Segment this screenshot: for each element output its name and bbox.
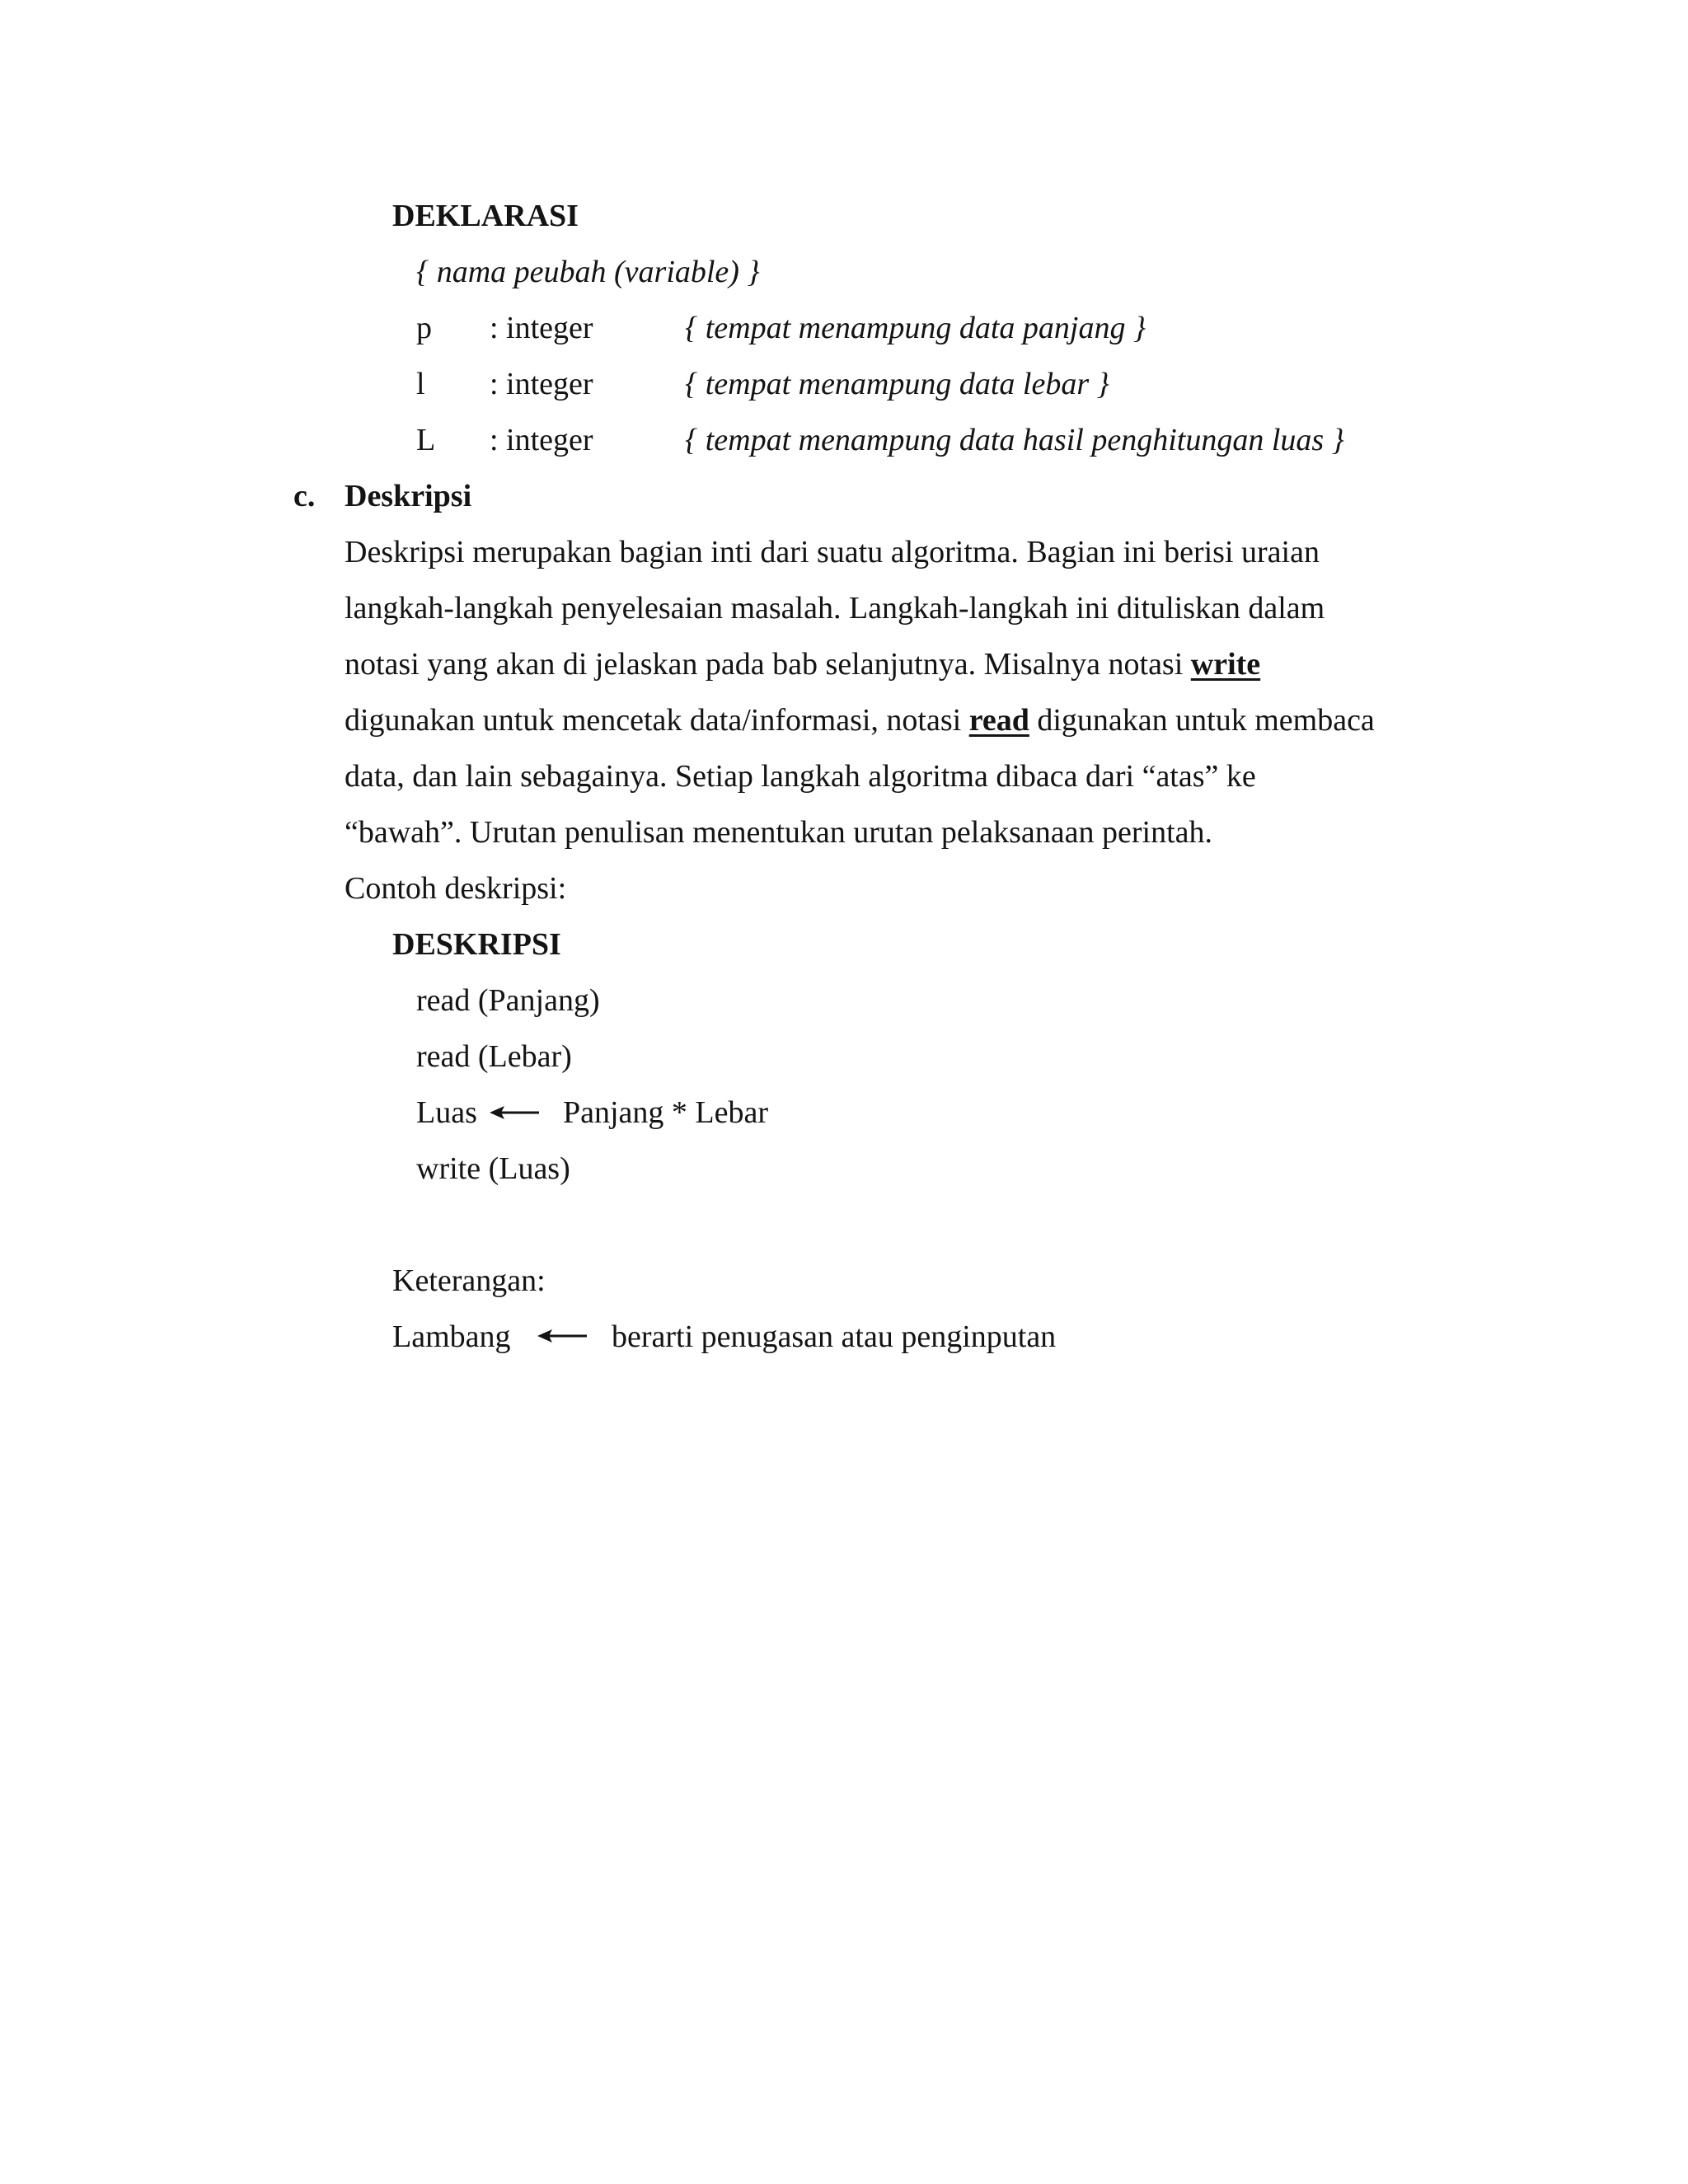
variable-type: : integer <box>490 367 593 401</box>
keyword-write: write <box>1190 647 1261 682</box>
assignment-lhs: Luas <box>416 1095 477 1130</box>
paragraph-line <box>345 646 1260 682</box>
deklarasi-heading: DEKLARASI <box>392 199 579 233</box>
example-label: Contoh deskripsi: <box>345 871 567 906</box>
variable-comment: { tempat menampung data lebar } <box>685 367 1109 401</box>
code-line-read-lebar: read (Lebar) <box>416 1039 572 1074</box>
left-arrow-icon <box>536 1326 588 1346</box>
paragraph-line: data, dan lain sebagainya. Setiap langkah algoritma dibaca dari “atas” ke <box>345 759 1256 794</box>
variable-name: p <box>416 311 432 345</box>
variable-type: : integer <box>490 423 593 457</box>
deskripsi-heading: DESKRIPSI <box>392 927 561 962</box>
assignment-rhs: Panjang * Lebar <box>563 1095 769 1130</box>
code-line-assignment <box>416 1094 477 1131</box>
variable-comment: { tempat menampung data hasil penghitungan luas } <box>685 423 1344 457</box>
paragraph-text: digunakan untuk membaca <box>1029 703 1375 738</box>
paragraph-line: Deskripsi merupakan bagian inti dari suatu algoritma. Bagian ini berisi uraian <box>345 535 1320 569</box>
deklarasi-comment: { nama peubah (variable) } <box>416 255 760 289</box>
keyword-read: read <box>968 703 1029 738</box>
paragraph-text: digunakan untuk mencetak data/informasi, notasi <box>345 703 969 738</box>
code-line-write-luas: write (Luas) <box>416 1151 570 1186</box>
keterangan-label: Keterangan: <box>392 1263 546 1298</box>
keterangan-symbol-word: Lambang <box>392 1319 511 1354</box>
left-arrow-icon <box>488 1103 541 1122</box>
variable-comment: { tempat menampung data panjang } <box>685 311 1146 345</box>
keterangan-meaning: berarti penugasan atau penginputan <box>612 1319 1057 1354</box>
variable-name: L <box>416 423 436 457</box>
section-marker: c. <box>293 479 316 513</box>
paragraph-text: notasi yang akan di jelaskan pada bab selanjutnya. Misalnya notasi <box>345 647 1191 682</box>
paragraph-line: “bawah”. Urutan penulisan menentukan urutan pelaksanaan perintah. <box>345 815 1213 850</box>
section-title: Deskripsi <box>345 479 472 513</box>
variable-type: : integer <box>490 311 593 345</box>
code-line-read-panjang: read (Panjang) <box>416 983 600 1018</box>
paragraph-line <box>345 702 1375 738</box>
paragraph-line: langkah-langkah penyelesaian masalah. Langkah-langkah ini dituliskan dalam <box>345 591 1325 626</box>
variable-name: l <box>416 367 425 401</box>
